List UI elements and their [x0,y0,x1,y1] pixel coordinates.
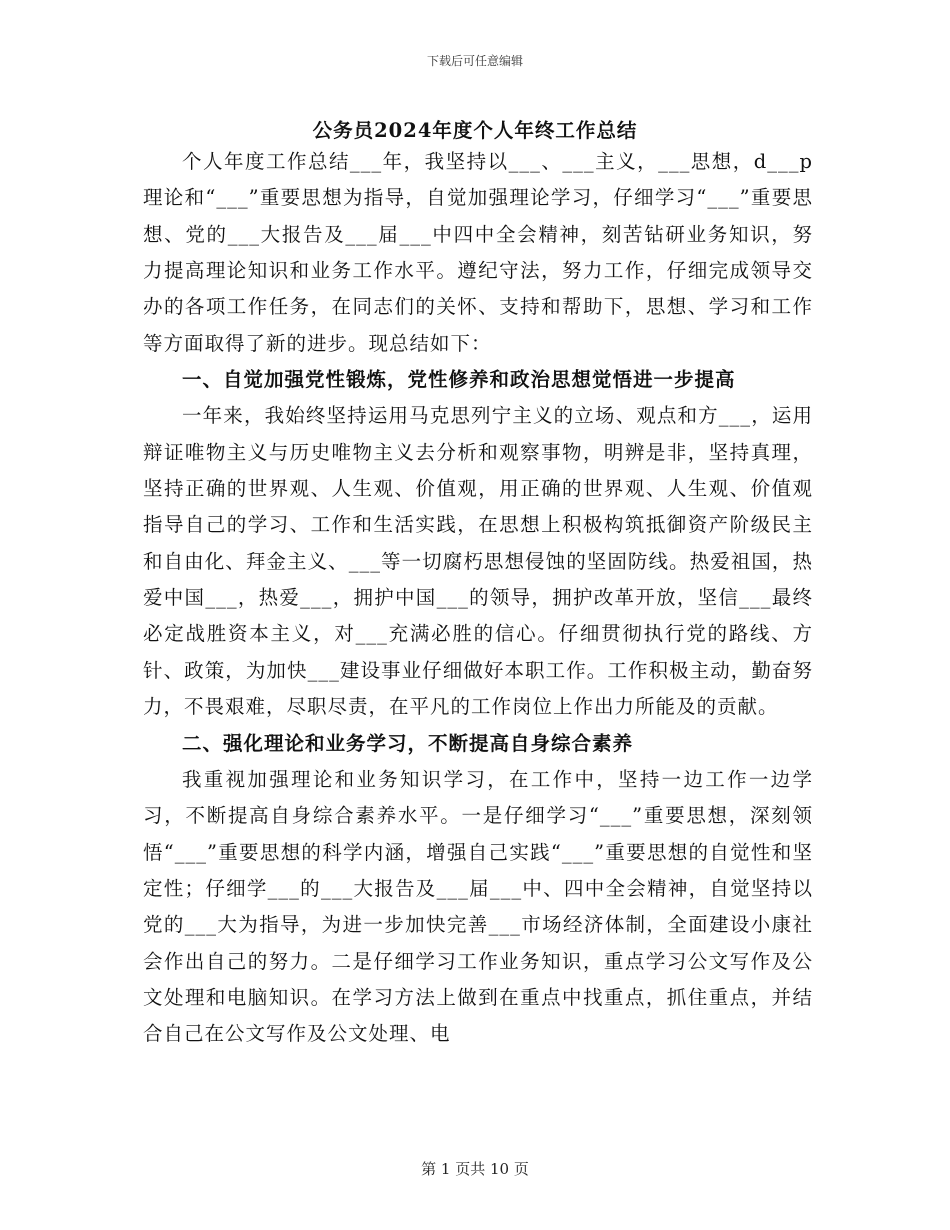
intro-paragraph: 个人年度工作总结___年，我坚持以___、___主义，___思想，d___p理论和“___”重要思想为指导，自觉加强理论学习，仔细学习“___”重要思想、党的___大报告及___届___中四中全会精神，刻苦钻研业务知识，努力提高理论知识和业务工作水平。遵纪守法，努力工作，仔细完成领导交办的各项工作任务，在同志们的关怀、支持和帮助下，思想、学习和工作等方面取得了新的进步。现总结如下： [143,150,813,355]
document-title: 公务员2024年度个人年终工作总结 [312,119,638,142]
section-1-paragraph: 一年来，我始终坚持运用马克思列宁主义的立场、观点和方___，运用辩证唯物主义与历史唯物主义去分析和观察事物，明辨是非，坚持真理，坚持正确的世界观、人生观、价值观，用正确的世界观、人生观、价值观指导自己的学习、工作和生活实践，在思想上积极构筑抵御资产阶级民主和自由化、拜金主义、___等一切腐朽思想侵蚀的坚固防线。热爱祖国，热爱中国___，热爱___，拥护中国___的领导，拥护改革开放，坚信___最终必定战胜资本主义，对___充满必胜的信心。仔细贯彻执行党的路线、方针、政策，为加快___建设事业仔细做好本职工作。工作积极主动，勤奋努力，不畏艰难，尽职尽责，在平凡的工作岗位上作出力所能及的贡献。 [143,404,813,719]
page-footer-number: 第 1 页共 10 页 [421,1160,529,1178]
page-header-note: 下载后可任意编辑 [426,54,523,68]
section-2-paragraph: 我重视加强理论和业务知识学习，在工作中，坚持一边工作一边学习，不断提高自身综合素养水平。一是仔细学习“___”重要思想，深刻领悟“___”重要思想的科学内涵，增强自己实践“___”重要思想的自觉性和坚定性；仔细学___的___大报告及___届___中、四中全会精神，自觉坚持以党的___大为指导，为进一步加快完善___市场经济体制，全面建设小康社会作出自己的努力。二是仔细学习工作业务知识，重点学习公文写作及公文处理和电脑知识。在学习方法上做到在重点中找重点，抓住重点，并结合自己在公文写作及公文处理、电 [143,767,813,1046]
section-heading-2: 二、强化理论和业务学习，不断提高自身综合素养 [182,731,634,755]
document-body [143,144,813,1053]
section-heading-1: 一、自觉加强党性锻炼，党性修养和政治思想觉悟进一步提高 [182,368,736,392]
